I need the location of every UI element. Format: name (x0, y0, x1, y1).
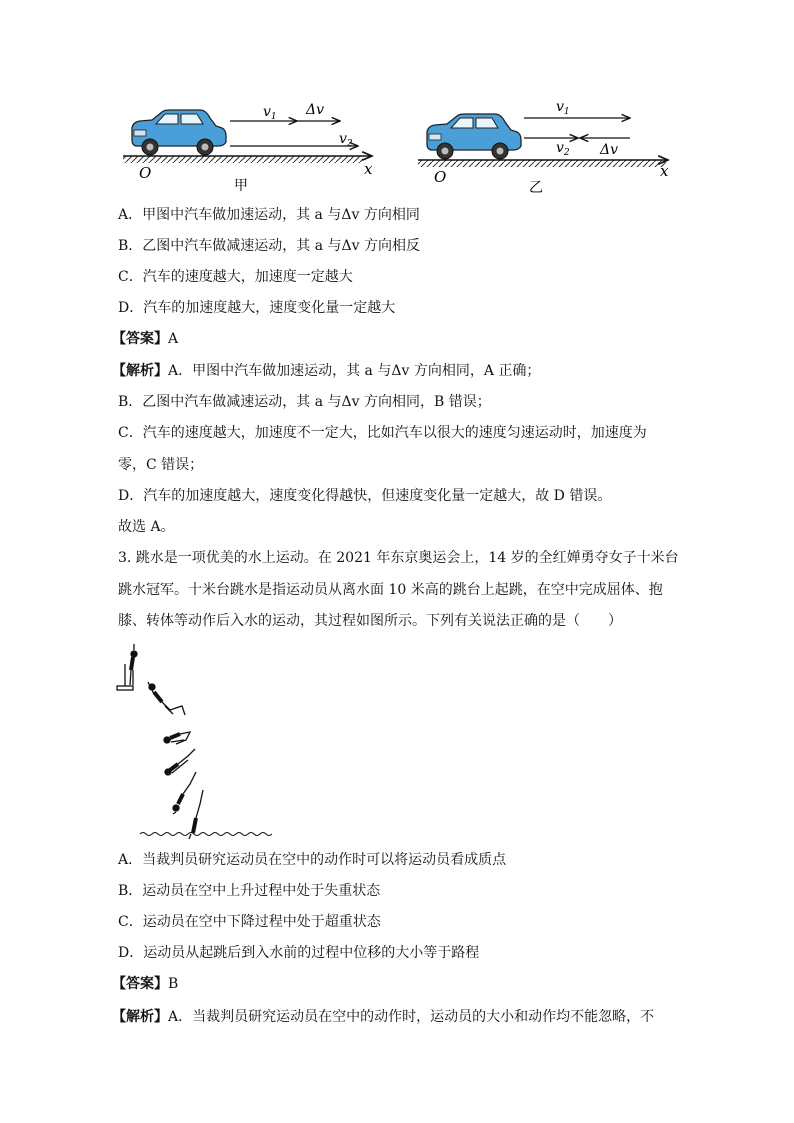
axis-label: x (364, 160, 373, 178)
water-surface (140, 833, 272, 836)
q2-analysis-line: 零，C 错误； (118, 457, 204, 473)
analysis-label: 【解析】 (112, 1009, 168, 1025)
axis-label: x (660, 162, 669, 180)
answer-value: B (168, 976, 179, 992)
q3-stem-line: 膝、转体等动作后入水的运动，其过程如图所示。下列有关说法正确的是（ ） (118, 613, 622, 629)
answer-label: 【答案】 (112, 976, 168, 992)
caption-yi: 乙 (529, 180, 543, 196)
diver-pose-icon (130, 644, 137, 685)
q3-stem-line: 3. 跳水是一项优美的水上运动。在 2021 年东京奥运会上，14 岁的全红婵勇夺女子十米台 (118, 550, 679, 566)
q2-answer (112, 329, 178, 349)
label-v1-sub: 1 (270, 112, 277, 122)
q2-option-a: A．甲图中汽车做加速运动，其 a 与Δv 方向相同 (118, 207, 420, 223)
q3-option-a: A．当裁判员研究运动员在空中的动作时可以将运动员看成质点 (118, 852, 507, 868)
diver-pose-icon (173, 772, 196, 814)
diver-pose-icon (189, 790, 203, 839)
q2-option-b: B．乙图中汽车做减速运动，其 a 与Δv 方向相反 (118, 238, 421, 254)
label-v2: v (556, 140, 564, 156)
analysis-text: A．当裁判员研究运动员在空中的动作时，运动员的大小和动作均不能忽略，不 (168, 1009, 655, 1025)
diving-platform-icon (117, 686, 133, 690)
caption-jia: 甲 (234, 178, 248, 194)
svg-text:v1 (556, 99, 570, 117)
car-icon (427, 114, 521, 159)
q3-answer (112, 974, 178, 994)
q2-analysis-line: 故选 A。 (118, 519, 175, 535)
svg-text:v1 (263, 104, 277, 122)
q2-option-d: D．汽车的加速度越大，速度变化量一定越大 (118, 300, 396, 316)
car-velocity-figure (0, 0, 794, 200)
label-v2-sub: 2 (346, 139, 353, 149)
q2-analysis-line: D．汽车的加速度越大，速度变化得越快，但速度变化量一定越大，故 D 错误。 (118, 488, 612, 504)
q3-analysis-line (112, 1007, 654, 1027)
diver-figure (0, 640, 794, 850)
diver-pose-icon (148, 682, 185, 715)
diver-pose-icon (165, 749, 195, 775)
label-dv: Δv (306, 102, 325, 118)
q2-option-c: C．汽车的速度越大，加速度一定越大 (118, 269, 353, 285)
ground-hatch (123, 156, 363, 163)
q3-option-c: C．运动员在空中下降过程中处于超重状态 (118, 914, 381, 930)
figure-jia (123, 102, 373, 194)
ground-hatch (418, 160, 666, 167)
svg-text:v2 (339, 131, 353, 149)
label-v1: v (263, 104, 271, 120)
origin-label: O (434, 168, 447, 186)
q3-stem-line: 跳水冠军。十米台跳水是指运动员从离水面 10 米高的跳台上起跳，在空中完成屈体、抱 (118, 582, 663, 598)
answer-label: 【答案】 (112, 331, 168, 347)
q3-option-d: D．运动员从起跳后到入水前的过程中位移的大小等于路程 (118, 945, 480, 961)
q2-analysis-line: C．汽车的速度越大，加速度不一定大，比如汽车以很大的速度匀速运动时，加速度为 (118, 425, 647, 441)
q2-analysis-line: B．乙图中汽车做减速运动，其 a 与Δv 方向相同，B 错误； (118, 394, 491, 410)
diver-pose-icon (164, 732, 190, 744)
label-v1-sub: 1 (563, 107, 570, 117)
label-v2: v (339, 131, 347, 147)
answer-value: A (168, 331, 179, 347)
car-icon (132, 110, 226, 155)
origin-label: O (139, 164, 152, 182)
q3-option-b: B．运动员在空中上升过程中处于失重状态 (118, 883, 381, 899)
analysis-text: A．甲图中汽车做加速运动，其 a 与Δv 方向相同，A 正确； (168, 363, 541, 379)
figure-yi (418, 99, 669, 196)
analysis-label: 【解析】 (112, 363, 168, 379)
q2-analysis-line (112, 361, 540, 381)
label-v2-sub: 2 (563, 148, 570, 158)
label-v1: v (556, 99, 564, 115)
label-dv: Δv (600, 142, 619, 158)
svg-text:v2 (556, 140, 570, 158)
